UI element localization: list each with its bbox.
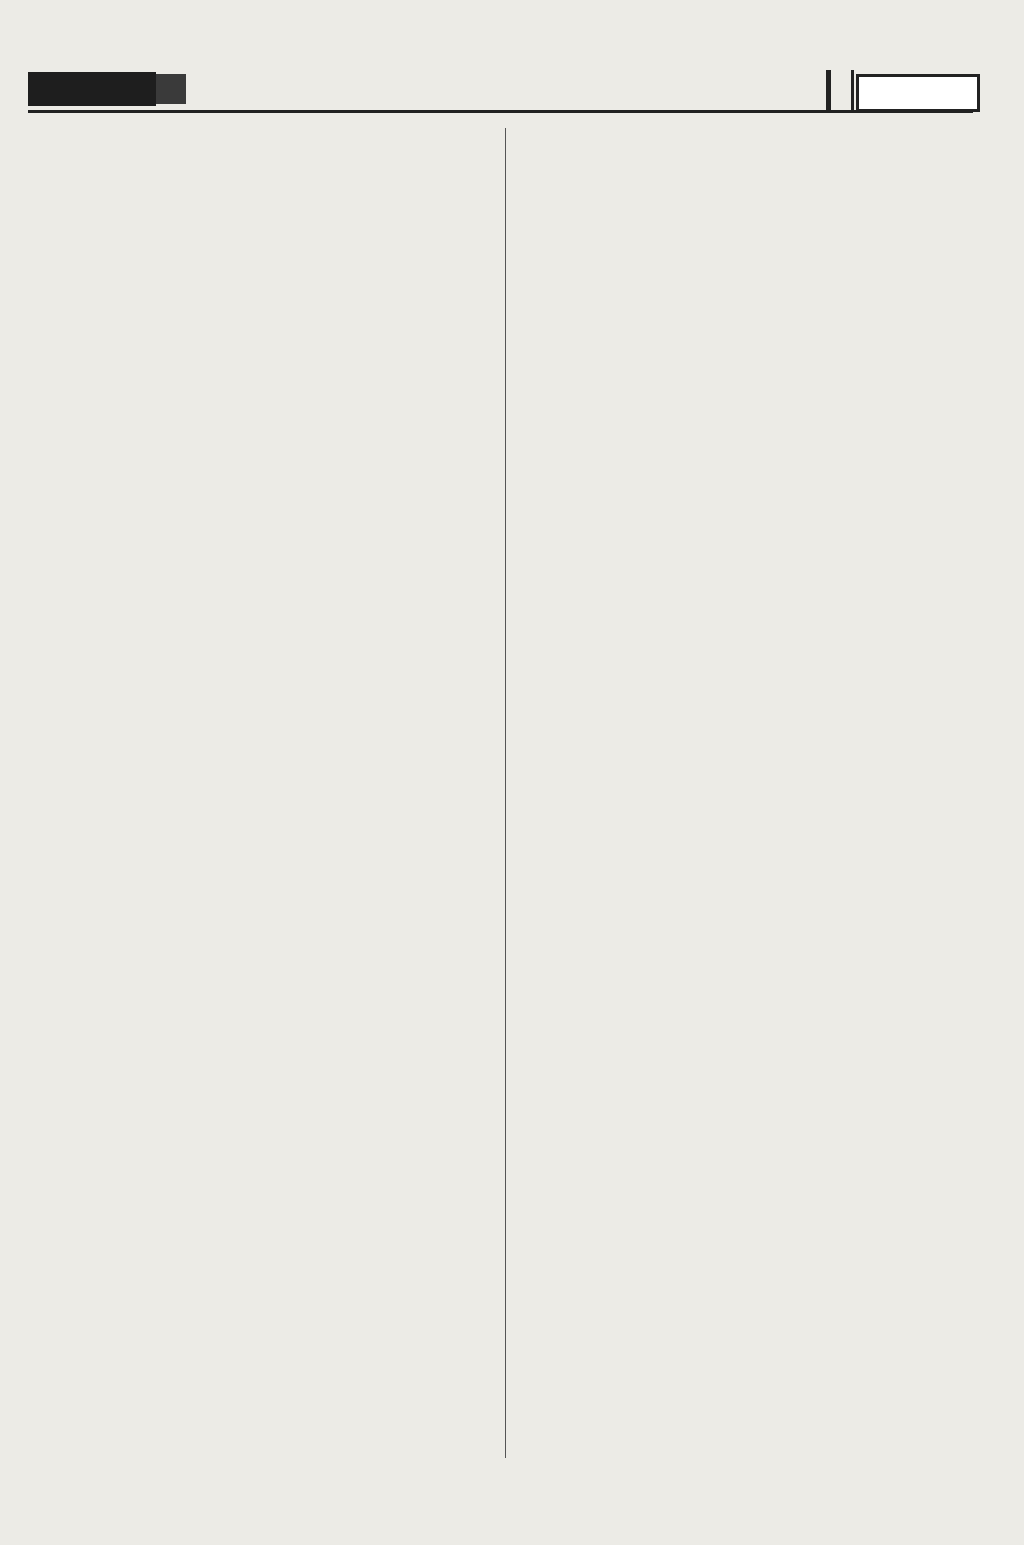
grade-label <box>28 72 156 106</box>
header-bars-decoration <box>826 70 854 110</box>
header-rule <box>28 110 973 113</box>
left-column <box>34 128 494 130</box>
column-divider <box>505 128 506 1458</box>
series-logo <box>856 74 980 112</box>
page-header <box>28 70 988 110</box>
header-decoration <box>156 74 186 104</box>
right-column <box>518 128 984 132</box>
